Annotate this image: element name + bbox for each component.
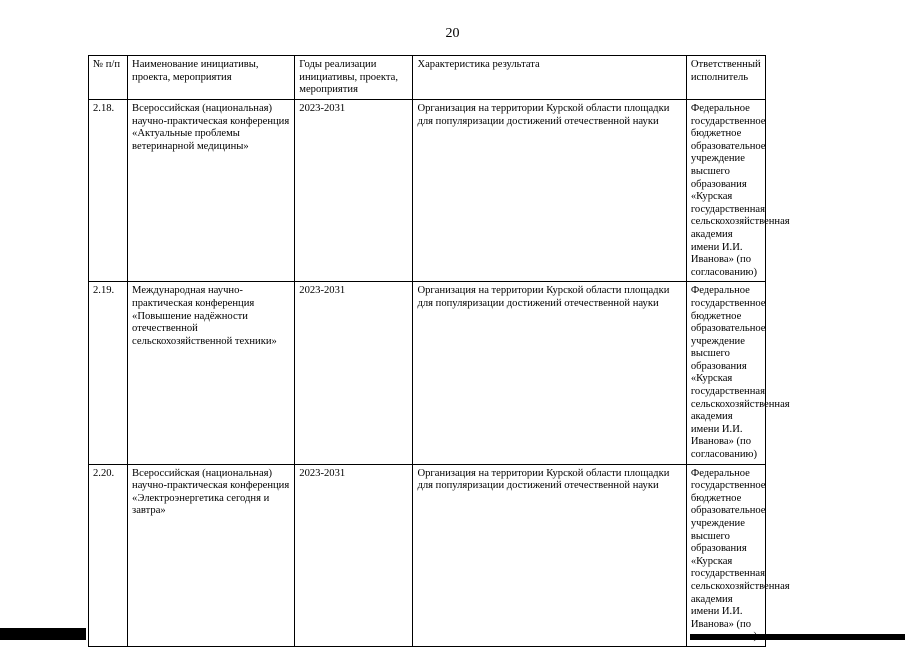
row-num: 2.19. xyxy=(89,282,128,464)
row-name: Всероссийская (национальная) научно-практическая конференция «Электроэнергетика сегодня и завтра» xyxy=(128,464,295,646)
header-num: № п/п xyxy=(89,56,128,100)
row-years: 2023-2031 xyxy=(295,282,413,464)
plan-table xyxy=(88,55,790,647)
table-row xyxy=(89,464,766,646)
table-row xyxy=(89,282,766,464)
row-name: Международная научно-практическая конференция «Повышение надёжности отечественной сельскохозяйственной техники» xyxy=(128,282,295,464)
table-header-row xyxy=(89,56,766,100)
row-num: 2.18. xyxy=(89,100,128,282)
row-executor: Федеральное государственное бюджетное образовательное учреждение высшего образования «Курская государственная сельскохозяйственная академия имени И.И. Иванова» (по согласованию) xyxy=(686,100,765,282)
row-executor: Федеральное государственное бюджетное образовательное учреждение высшего образования «Курская государственная сельскохозяйственная академия имени И.И. Иванова» (по xyxy=(686,464,765,646)
header-years: Годы реализации инициативы, проекта, мероприятия xyxy=(295,56,413,100)
header-name: Наименование инициативы, проекта, мероприятия xyxy=(128,56,295,100)
table-row xyxy=(89,100,766,282)
scan-edge-mark xyxy=(690,634,905,640)
row-years: 2023-2031 xyxy=(295,464,413,646)
row-result: Организация на территории Курской области площадки для популяризации достижений отечественной науки xyxy=(413,464,686,646)
row-years: 2023-2031 xyxy=(295,100,413,282)
row-name: Всероссийская (национальная) научно-практическая конференция «Актуальные проблемы ветеринарной медицины» xyxy=(128,100,295,282)
page-number: 20 xyxy=(445,26,460,41)
row-executor: Федеральное государственное бюджетное образовательное учреждение высшего образования «Курская государственная сельскохозяйственная академия имени И.И. Иванова» (по согласованию) xyxy=(686,282,765,464)
header-executor: Ответственный исполнитель xyxy=(686,56,765,100)
row-num: 2.20. xyxy=(89,464,128,646)
header-result: Характеристика результата xyxy=(413,56,686,100)
scan-edge-mark xyxy=(0,628,86,640)
row-result: Организация на территории Курской области площадки для популяризации достижений отечественной науки xyxy=(413,282,686,464)
row-result: Организация на территории Курской области площадки для популяризации достижений отечественной науки xyxy=(413,100,686,282)
